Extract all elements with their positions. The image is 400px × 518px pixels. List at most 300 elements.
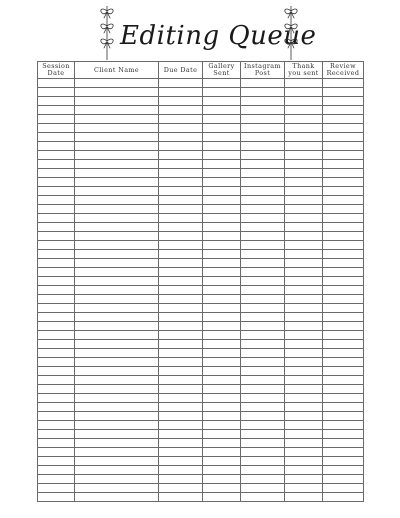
table-cell[interactable]: [323, 151, 364, 160]
table-cell[interactable]: [38, 304, 75, 313]
table-cell[interactable]: [38, 124, 75, 133]
table-cell[interactable]: [203, 160, 241, 169]
table-cell[interactable]: [38, 475, 75, 484]
table-cell[interactable]: [323, 475, 364, 484]
table-cell[interactable]: [75, 304, 159, 313]
table-cell[interactable]: [323, 106, 364, 115]
table-cell[interactable]: [38, 394, 75, 403]
table-cell[interactable]: [38, 322, 75, 331]
table-cell[interactable]: [38, 169, 75, 178]
table-cell[interactable]: [241, 385, 285, 394]
table-cell[interactable]: [285, 232, 323, 241]
table-cell[interactable]: [285, 214, 323, 223]
table-cell[interactable]: [159, 475, 203, 484]
table-cell[interactable]: [159, 250, 203, 259]
table-cell[interactable]: [323, 277, 364, 286]
table-cell[interactable]: [323, 259, 364, 268]
table-cell[interactable]: [203, 205, 241, 214]
table-cell[interactable]: [285, 259, 323, 268]
table-cell[interactable]: [159, 178, 203, 187]
table-cell[interactable]: [285, 304, 323, 313]
table-cell[interactable]: [285, 421, 323, 430]
table-cell[interactable]: [38, 214, 75, 223]
table-cell[interactable]: [75, 403, 159, 412]
table-cell[interactable]: [241, 169, 285, 178]
table-cell[interactable]: [241, 484, 285, 493]
table-cell[interactable]: [203, 124, 241, 133]
table-cell[interactable]: [159, 412, 203, 421]
table-cell[interactable]: [323, 214, 364, 223]
table-cell[interactable]: [241, 466, 285, 475]
table-cell[interactable]: [75, 97, 159, 106]
table-cell[interactable]: [241, 493, 285, 502]
table-cell[interactable]: [38, 106, 75, 115]
table-cell[interactable]: [241, 205, 285, 214]
table-cell[interactable]: [323, 124, 364, 133]
table-cell[interactable]: [203, 178, 241, 187]
table-cell[interactable]: [38, 178, 75, 187]
table-cell[interactable]: [75, 448, 159, 457]
table-cell[interactable]: [203, 412, 241, 421]
table-cell[interactable]: [241, 160, 285, 169]
table-cell[interactable]: [159, 484, 203, 493]
table-cell[interactable]: [323, 403, 364, 412]
table-cell[interactable]: [323, 205, 364, 214]
table-cell[interactable]: [203, 358, 241, 367]
table-cell[interactable]: [75, 169, 159, 178]
table-cell[interactable]: [75, 124, 159, 133]
table-cell[interactable]: [241, 97, 285, 106]
table-cell[interactable]: [203, 322, 241, 331]
table-cell[interactable]: [285, 439, 323, 448]
table-cell[interactable]: [75, 394, 159, 403]
table-cell[interactable]: [75, 223, 159, 232]
table-cell[interactable]: [323, 286, 364, 295]
table-cell[interactable]: [285, 385, 323, 394]
table-cell[interactable]: [285, 340, 323, 349]
table-cell[interactable]: [38, 430, 75, 439]
table-cell[interactable]: [241, 412, 285, 421]
table-cell[interactable]: [203, 241, 241, 250]
table-cell[interactable]: [75, 106, 159, 115]
table-cell[interactable]: [323, 421, 364, 430]
table-cell[interactable]: [241, 88, 285, 97]
table-cell[interactable]: [285, 412, 323, 421]
table-cell[interactable]: [159, 403, 203, 412]
table-cell[interactable]: [203, 475, 241, 484]
table-cell[interactable]: [323, 187, 364, 196]
table-cell[interactable]: [323, 493, 364, 502]
table-cell[interactable]: [323, 313, 364, 322]
table-cell[interactable]: [203, 439, 241, 448]
table-cell[interactable]: [203, 286, 241, 295]
table-cell[interactable]: [38, 313, 75, 322]
table-cell[interactable]: [323, 115, 364, 124]
table-cell[interactable]: [75, 295, 159, 304]
table-cell[interactable]: [241, 358, 285, 367]
table-cell[interactable]: [159, 430, 203, 439]
table-cell[interactable]: [285, 97, 323, 106]
table-cell[interactable]: [38, 421, 75, 430]
table-cell[interactable]: [159, 277, 203, 286]
table-cell[interactable]: [159, 160, 203, 169]
table-cell[interactable]: [38, 133, 75, 142]
table-cell[interactable]: [203, 187, 241, 196]
table-cell[interactable]: [75, 466, 159, 475]
table-cell[interactable]: [241, 223, 285, 232]
table-cell[interactable]: [75, 286, 159, 295]
table-cell[interactable]: [241, 448, 285, 457]
table-cell[interactable]: [203, 214, 241, 223]
table-cell[interactable]: [241, 187, 285, 196]
table-cell[interactable]: [159, 268, 203, 277]
table-cell[interactable]: [159, 169, 203, 178]
table-cell[interactable]: [285, 457, 323, 466]
table-cell[interactable]: [38, 88, 75, 97]
table-cell[interactable]: [75, 214, 159, 223]
table-cell[interactable]: [203, 331, 241, 340]
table-cell[interactable]: [75, 340, 159, 349]
table-cell[interactable]: [75, 376, 159, 385]
table-cell[interactable]: [323, 97, 364, 106]
table-cell[interactable]: [38, 160, 75, 169]
table-cell[interactable]: [38, 286, 75, 295]
table-cell[interactable]: [323, 79, 364, 88]
table-cell[interactable]: [159, 340, 203, 349]
table-cell[interactable]: [38, 403, 75, 412]
table-cell[interactable]: [285, 268, 323, 277]
table-cell[interactable]: [285, 187, 323, 196]
table-cell[interactable]: [203, 268, 241, 277]
table-cell[interactable]: [75, 142, 159, 151]
table-cell[interactable]: [241, 250, 285, 259]
table-cell[interactable]: [38, 439, 75, 448]
table-cell[interactable]: [323, 250, 364, 259]
table-cell[interactable]: [75, 277, 159, 286]
table-cell[interactable]: [159, 385, 203, 394]
table-cell[interactable]: [241, 313, 285, 322]
table-cell[interactable]: [38, 151, 75, 160]
table-cell[interactable]: [203, 250, 241, 259]
table-cell[interactable]: [159, 259, 203, 268]
table-cell[interactable]: [159, 457, 203, 466]
table-cell[interactable]: [285, 124, 323, 133]
table-cell[interactable]: [323, 457, 364, 466]
table-cell[interactable]: [75, 133, 159, 142]
table-cell[interactable]: [241, 286, 285, 295]
table-cell[interactable]: [75, 151, 159, 160]
table-cell[interactable]: [159, 358, 203, 367]
table-cell[interactable]: [159, 313, 203, 322]
table-cell[interactable]: [38, 448, 75, 457]
table-cell[interactable]: [38, 79, 75, 88]
table-cell[interactable]: [38, 196, 75, 205]
table-cell[interactable]: [241, 178, 285, 187]
table-cell[interactable]: [323, 160, 364, 169]
table-cell[interactable]: [285, 367, 323, 376]
table-cell[interactable]: [203, 484, 241, 493]
table-cell[interactable]: [241, 349, 285, 358]
table-cell[interactable]: [285, 349, 323, 358]
table-cell[interactable]: [75, 259, 159, 268]
table-cell[interactable]: [159, 241, 203, 250]
table-cell[interactable]: [203, 295, 241, 304]
table-cell[interactable]: [323, 412, 364, 421]
table-cell[interactable]: [285, 151, 323, 160]
table-cell[interactable]: [75, 367, 159, 376]
table-cell[interactable]: [159, 223, 203, 232]
table-cell[interactable]: [75, 232, 159, 241]
table-cell[interactable]: [38, 223, 75, 232]
table-cell[interactable]: [75, 88, 159, 97]
table-cell[interactable]: [159, 79, 203, 88]
table-cell[interactable]: [285, 313, 323, 322]
table-cell[interactable]: [323, 394, 364, 403]
table-cell[interactable]: [203, 106, 241, 115]
table-cell[interactable]: [285, 133, 323, 142]
table-cell[interactable]: [285, 466, 323, 475]
table-cell[interactable]: [241, 331, 285, 340]
table-cell[interactable]: [38, 187, 75, 196]
table-cell[interactable]: [241, 376, 285, 385]
table-cell[interactable]: [159, 196, 203, 205]
table-cell[interactable]: [241, 151, 285, 160]
table-cell[interactable]: [241, 322, 285, 331]
table-cell[interactable]: [241, 133, 285, 142]
table-cell[interactable]: [203, 169, 241, 178]
table-cell[interactable]: [241, 304, 285, 313]
table-cell[interactable]: [159, 142, 203, 151]
table-cell[interactable]: [241, 421, 285, 430]
table-cell[interactable]: [159, 106, 203, 115]
table-cell[interactable]: [203, 133, 241, 142]
table-cell[interactable]: [203, 88, 241, 97]
table-cell[interactable]: [241, 196, 285, 205]
table-cell[interactable]: [323, 448, 364, 457]
table-cell[interactable]: [38, 493, 75, 502]
table-cell[interactable]: [241, 277, 285, 286]
table-cell[interactable]: [75, 358, 159, 367]
table-cell[interactable]: [159, 286, 203, 295]
table-cell[interactable]: [75, 349, 159, 358]
table-cell[interactable]: [323, 241, 364, 250]
table-cell[interactable]: [159, 124, 203, 133]
table-cell[interactable]: [159, 295, 203, 304]
table-cell[interactable]: [203, 493, 241, 502]
table-cell[interactable]: [241, 214, 285, 223]
table-cell[interactable]: [323, 349, 364, 358]
table-cell[interactable]: [203, 448, 241, 457]
table-cell[interactable]: [75, 187, 159, 196]
table-cell[interactable]: [323, 376, 364, 385]
table-cell[interactable]: [323, 88, 364, 97]
table-cell[interactable]: [159, 331, 203, 340]
table-cell[interactable]: [285, 106, 323, 115]
table-cell[interactable]: [285, 79, 323, 88]
table-cell[interactable]: [241, 142, 285, 151]
table-cell[interactable]: [241, 295, 285, 304]
table-cell[interactable]: [203, 259, 241, 268]
table-cell[interactable]: [38, 115, 75, 124]
table-cell[interactable]: [75, 115, 159, 124]
table-cell[interactable]: [159, 394, 203, 403]
table-cell[interactable]: [241, 340, 285, 349]
table-cell[interactable]: [75, 205, 159, 214]
table-cell[interactable]: [38, 457, 75, 466]
table-cell[interactable]: [159, 349, 203, 358]
table-cell[interactable]: [285, 376, 323, 385]
table-cell[interactable]: [285, 178, 323, 187]
table-cell[interactable]: [285, 205, 323, 214]
table-cell[interactable]: [285, 430, 323, 439]
table-cell[interactable]: [38, 295, 75, 304]
table-cell[interactable]: [75, 313, 159, 322]
table-cell[interactable]: [241, 115, 285, 124]
table-cell[interactable]: [75, 421, 159, 430]
table-cell[interactable]: [203, 142, 241, 151]
table-cell[interactable]: [159, 376, 203, 385]
table-cell[interactable]: [285, 484, 323, 493]
table-cell[interactable]: [75, 457, 159, 466]
table-cell[interactable]: [241, 439, 285, 448]
table-cell[interactable]: [323, 196, 364, 205]
table-cell[interactable]: [203, 304, 241, 313]
table-cell[interactable]: [285, 322, 323, 331]
table-cell[interactable]: [203, 376, 241, 385]
table-cell[interactable]: [75, 322, 159, 331]
table-cell[interactable]: [323, 295, 364, 304]
table-cell[interactable]: [285, 493, 323, 502]
table-cell[interactable]: [323, 385, 364, 394]
table-cell[interactable]: [38, 466, 75, 475]
table-cell[interactable]: [38, 97, 75, 106]
table-cell[interactable]: [203, 313, 241, 322]
table-cell[interactable]: [203, 196, 241, 205]
table-cell[interactable]: [75, 385, 159, 394]
table-cell[interactable]: [75, 196, 159, 205]
table-cell[interactable]: [75, 430, 159, 439]
table-cell[interactable]: [241, 403, 285, 412]
table-cell[interactable]: [38, 385, 75, 394]
table-cell[interactable]: [75, 484, 159, 493]
table-cell[interactable]: [159, 439, 203, 448]
table-cell[interactable]: [241, 430, 285, 439]
table-cell[interactable]: [159, 187, 203, 196]
table-cell[interactable]: [285, 88, 323, 97]
table-cell[interactable]: [285, 160, 323, 169]
table-cell[interactable]: [285, 295, 323, 304]
table-cell[interactable]: [38, 241, 75, 250]
table-cell[interactable]: [75, 160, 159, 169]
table-cell[interactable]: [159, 88, 203, 97]
table-cell[interactable]: [241, 232, 285, 241]
table-cell[interactable]: [203, 457, 241, 466]
table-cell[interactable]: [159, 448, 203, 457]
table-cell[interactable]: [323, 466, 364, 475]
table-cell[interactable]: [241, 106, 285, 115]
table-cell[interactable]: [285, 277, 323, 286]
table-cell[interactable]: [285, 448, 323, 457]
table-cell[interactable]: [159, 115, 203, 124]
table-cell[interactable]: [203, 232, 241, 241]
table-cell[interactable]: [203, 340, 241, 349]
table-cell[interactable]: [75, 250, 159, 259]
table-cell[interactable]: [323, 178, 364, 187]
table-cell[interactable]: [203, 430, 241, 439]
table-cell[interactable]: [323, 268, 364, 277]
table-cell[interactable]: [75, 439, 159, 448]
table-cell[interactable]: [285, 250, 323, 259]
table-cell[interactable]: [241, 457, 285, 466]
table-cell[interactable]: [75, 241, 159, 250]
table-cell[interactable]: [203, 367, 241, 376]
table-cell[interactable]: [285, 223, 323, 232]
table-cell[interactable]: [323, 484, 364, 493]
table-cell[interactable]: [159, 421, 203, 430]
table-cell[interactable]: [159, 367, 203, 376]
table-cell[interactable]: [38, 412, 75, 421]
table-cell[interactable]: [159, 322, 203, 331]
table-cell[interactable]: [159, 304, 203, 313]
table-cell[interactable]: [159, 214, 203, 223]
table-cell[interactable]: [38, 250, 75, 259]
table-cell[interactable]: [203, 223, 241, 232]
table-cell[interactable]: [38, 232, 75, 241]
table-cell[interactable]: [323, 322, 364, 331]
table-cell[interactable]: [241, 259, 285, 268]
table-cell[interactable]: [203, 394, 241, 403]
table-cell[interactable]: [323, 142, 364, 151]
table-cell[interactable]: [38, 142, 75, 151]
table-cell[interactable]: [75, 475, 159, 484]
table-cell[interactable]: [241, 241, 285, 250]
table-cell[interactable]: [38, 205, 75, 214]
table-cell[interactable]: [323, 169, 364, 178]
table-cell[interactable]: [203, 79, 241, 88]
table-cell[interactable]: [38, 367, 75, 376]
table-cell[interactable]: [38, 349, 75, 358]
table-cell[interactable]: [241, 124, 285, 133]
table-cell[interactable]: [285, 394, 323, 403]
table-cell[interactable]: [285, 241, 323, 250]
table-cell[interactable]: [38, 277, 75, 286]
table-cell[interactable]: [285, 403, 323, 412]
table-cell[interactable]: [323, 331, 364, 340]
table-cell[interactable]: [203, 151, 241, 160]
table-cell[interactable]: [203, 115, 241, 124]
table-cell[interactable]: [38, 331, 75, 340]
table-cell[interactable]: [203, 385, 241, 394]
table-cell[interactable]: [241, 394, 285, 403]
table-cell[interactable]: [38, 484, 75, 493]
table-cell[interactable]: [241, 268, 285, 277]
table-cell[interactable]: [203, 277, 241, 286]
table-cell[interactable]: [203, 466, 241, 475]
table-cell[interactable]: [75, 268, 159, 277]
table-cell[interactable]: [323, 367, 364, 376]
table-cell[interactable]: [75, 79, 159, 88]
table-cell[interactable]: [323, 340, 364, 349]
table-cell[interactable]: [159, 232, 203, 241]
table-cell[interactable]: [323, 358, 364, 367]
table-cell[interactable]: [285, 142, 323, 151]
table-cell[interactable]: [38, 358, 75, 367]
table-cell[interactable]: [241, 475, 285, 484]
table-cell[interactable]: [323, 133, 364, 142]
table-cell[interactable]: [285, 358, 323, 367]
table-cell[interactable]: [38, 268, 75, 277]
table-cell[interactable]: [285, 331, 323, 340]
